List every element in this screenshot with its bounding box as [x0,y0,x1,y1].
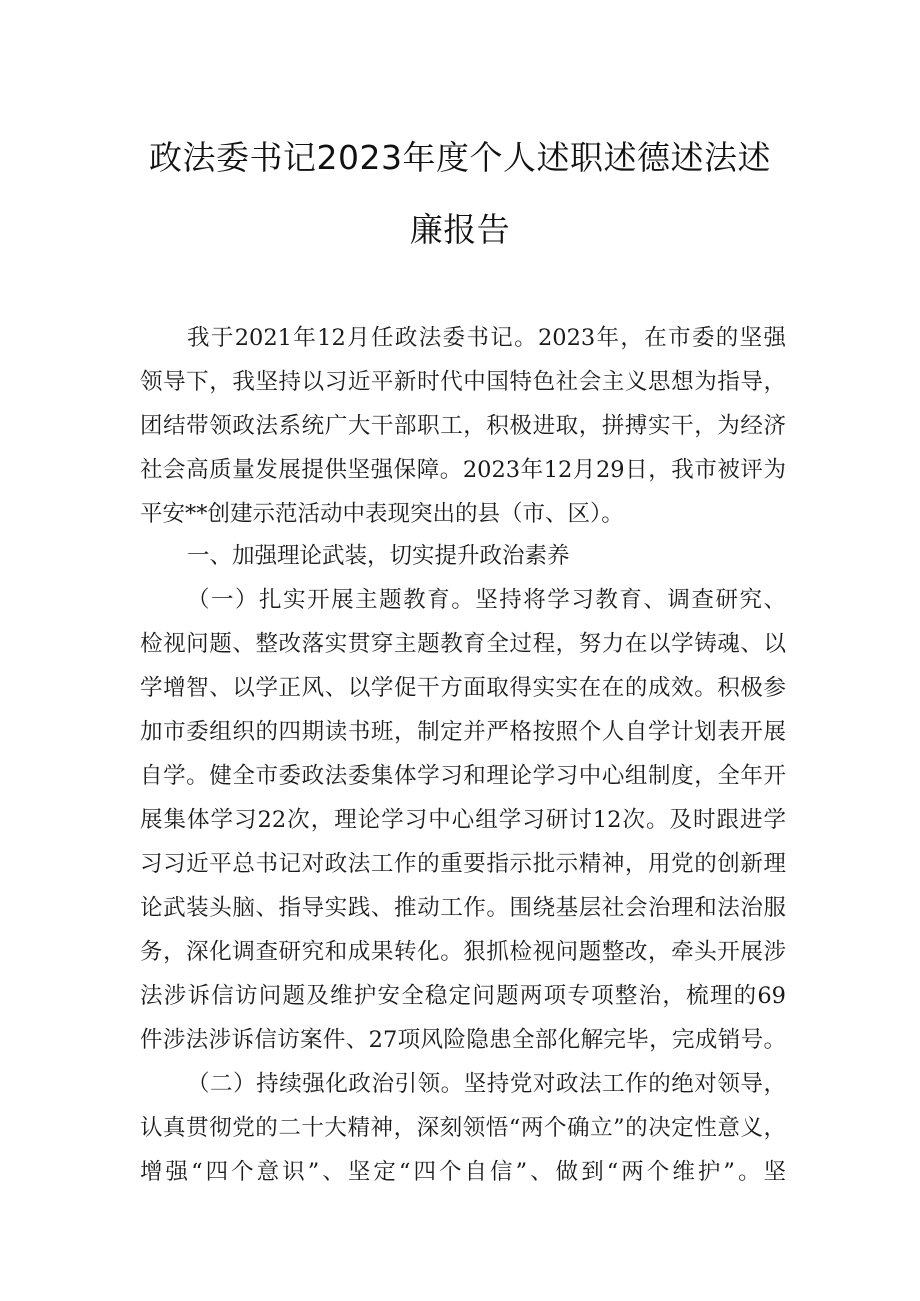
section-heading-1: 一、加强理论武装，切实提升政治素养 [187,543,570,569]
body-line-s1-2: 检视问题、整改落实贯穿主题教育全过程，努力在以学铸魂、以 [140,631,786,657]
body-line-s1-8: 论武装头脑、指导实践、推动工作。围绕基层社会治理和法治服 [140,895,786,921]
body-line-s1-11: 件涉法涉诉信访案件、27项风险隐患全部化解完毕，完成销号。 [140,1027,786,1053]
body-line-intro-4: 社会高质量发展提供坚强保障。2023年12月29日，我市被评为 [140,457,786,483]
document-title-line-1: 政法委书记2023年度个人述职述德述法述 [149,138,771,177]
body-line-s1-4: 加市委组织的四期读书班，制定并严格按照个人自学计划表开展 [140,719,786,745]
document-title-line-2: 廉报告 [409,210,511,249]
body-line-s1-5: 自学。健全市委政法委集体学习和理论学习中心组制度，全年开 [140,763,786,789]
body-line-s2-3: 增强“四个意识”、坚定“四个自信”、做到“两个维护”。坚 [140,1159,786,1185]
body-line-intro-5: 平安**创建示范活动中表现突出的县（市、区）。 [140,501,624,527]
body-line-s1-6: 展集体学习22次，理论学习中心组学习研讨12次。及时跟进学 [140,807,786,833]
body-line-s2-1: （二）持续强化政治引领。坚持党对政法工作的绝对领导， [187,1071,786,1097]
body-line-intro-1: 我于2021年12月任政法委书记。2023年，在市委的坚强 [187,325,786,351]
body-line-s1-10: 法涉诉信访问题及维护安全稳定问题两项专项整治，梳理的69 [140,983,786,1009]
body-line-s1-7: 习习近平总书记对政法工作的重要指示批示精神，用党的创新理 [140,851,786,877]
body-line-s1-9: 务，深化调查研究和成果转化。狠抓检视问题整改，牵头开展涉 [140,939,786,965]
body-line-s2-2: 认真贯彻党的二十大精神，深刻领悟“两个确立”的决定性意义， [140,1115,786,1141]
body-line-s1-1: （一）扎实开展主题教育。坚持将学习教育、调查研究、 [187,587,786,613]
body-line-intro-2: 领导下，我坚持以习近平新时代中国特色社会主义思想为指导， [140,369,786,395]
body-line-intro-3: 团结带领政法系统广大干部职工，积极进取，拼搏实干，为经济 [140,413,786,439]
body-line-s1-3: 学增智、以学正风、以学促干方面取得实实在在的成效。积极参 [140,675,786,701]
